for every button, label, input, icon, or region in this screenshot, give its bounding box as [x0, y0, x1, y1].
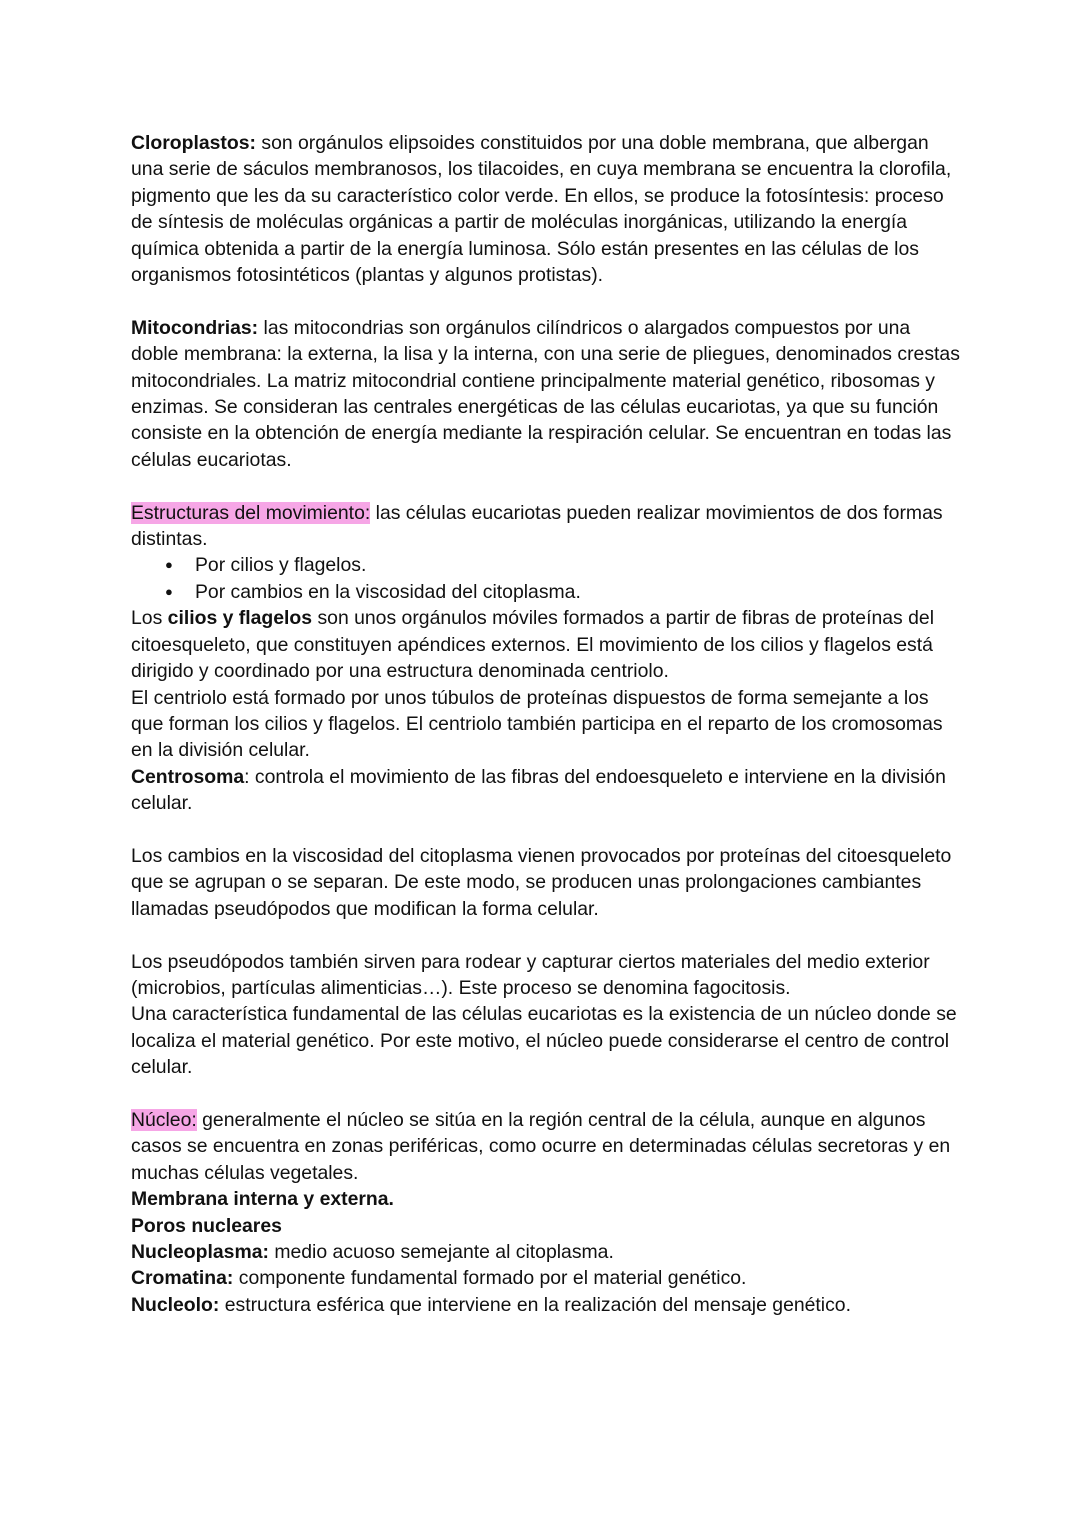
text-cloroplastos: son orgánulos elipsoides constituidos por una doble membrana, que albergan una serie de sáculos membranosos, los tilacoides, en cuya membrana se encuentra la clorofila, pigmento que les da su característico color verde. En ellos, se produce la fotosíntesis: proceso de síntesis de moléculas orgánicas a partir de moléculas inorgánicas, utilizando la energía química obtenida a partir de la energía luminosa. Sólo están presentes en las células de los organismos fotosintéticos (plantas y algunos protistas). — [131, 132, 952, 287]
paragraph-mitocondrias — [131, 315, 961, 473]
highlight-nucleo: Núcleo: — [131, 1108, 197, 1131]
term-centrosoma: Centrosoma — [131, 765, 245, 788]
term-cromatina: Cromatina: — [131, 1267, 234, 1290]
text-mitocondrias: las mitocondrias son orgánulos cilíndricos o alargados compuestos por una doble membrana: la externa, la lisa y la interna, con una serie de pliegues, denominados crestas mitocondriales. La matriz mitocondrial contiene principalmente material genético, ribosomas y enzimas. Se consideran las centrales energéticas de las células eucariotas, ya que su función consiste en la obtención de energía mediante la respiración celular. Se encuentran en todas las células eucariotas. — [131, 316, 960, 471]
spacer — [131, 1081, 961, 1107]
term-nucleolo: Nucleolo: — [131, 1293, 220, 1316]
text-nucleolo: estructura esférica que interviene en la realización del mensaje genético. — [219, 1293, 851, 1316]
paragraph-nucleo — [131, 1107, 961, 1186]
paragraph-pseudopodos: Los pseudópodos también sirven para rodear y capturar ciertos materiales del medio exterior (microbios, partículas alimenticias…). Este proceso se denomina fagocitosis. — [131, 950, 930, 999]
line-nucleolo — [131, 1292, 961, 1318]
spacer — [131, 288, 961, 314]
paragraph-centrosoma — [131, 764, 961, 817]
text-movimiento: las células eucariotas pueden realizar movimientos de dos formas distintas. — [131, 501, 943, 551]
text-nucleo: generalmente el núcleo se sitúa en la región central de la célula, aunque en algunos casos se encuentra en zonas periféricas, como ocurre en determinadas células secretoras y en muchas células vegetales. — [131, 1108, 951, 1184]
line-nucleoplasma — [131, 1239, 961, 1265]
text-cilios: son unos orgánulos móviles formados a partir de fibras de proteínas del citoesqueleto, que constituyen apéndices externos. El movimiento de los cilios y flagelos está dirigido y coordinado por una estructura denominada centriolo. — [131, 607, 934, 683]
paragraph-nucleo-intro: Una característica fundamental de las células eucariotas es la existencia de un núcleo donde se localiza el material genético. Por este motivo, el núcleo puede considerarse el centro de control celular. — [131, 1003, 957, 1079]
term-poros: Poros nucleares — [131, 1214, 282, 1237]
list-item: ● Por cambios en la viscosidad del citoplasma. — [195, 579, 961, 605]
line-poros — [131, 1213, 961, 1239]
paragraph-cloroplastos — [131, 130, 961, 288]
line-cromatina — [131, 1265, 961, 1291]
text-cilios-prefix: Los — [131, 607, 168, 630]
term-mitocondrias: Mitocondrias: — [131, 316, 259, 339]
term-membrana: Membrana interna y externa. — [131, 1188, 394, 1211]
spacer — [131, 922, 961, 948]
list-item: ● Por cilios y flagelos. — [195, 552, 961, 578]
paragraph-centriolo: El centriolo está formado por unos túbulos de proteínas dispuestos de forma semejante a los que forman los cilios y flagelos. El centriolo también participa en el reparto de los cromosomas en la división celular. — [131, 686, 943, 762]
highlight-estructuras-movimiento: Estructuras del movimiento: — [131, 501, 371, 524]
term-cilios-flagelos: cilios y flagelos — [167, 607, 313, 630]
spacer — [131, 473, 961, 499]
term-cloroplastos: Cloroplastos: — [131, 132, 256, 154]
document-page — [131, 130, 961, 1318]
text-nucleoplasma: medio acuoso semejante al citoplasma. — [268, 1240, 614, 1263]
spacer — [131, 817, 961, 843]
bullet-list-movimiento — [131, 552, 961, 605]
paragraph-movimiento — [131, 500, 961, 553]
term-nucleoplasma: Nucleoplasma: — [131, 1240, 269, 1263]
line-membrana — [131, 1186, 961, 1212]
text-centrosoma: : controla el movimiento de las fibras del endoesqueleto e interviene en la división celular. — [131, 765, 946, 815]
paragraph-viscosidad: Los cambios en la viscosidad del citoplasma vienen provocados por proteínas del citoesqueleto que se agrupan o se separan. De este modo, se producen unas prolongaciones cambiantes llamadas pseudópodos que modifican la forma celular. — [131, 844, 952, 920]
paragraph-cilios — [131, 605, 961, 684]
text-cromatina: componente fundamental formado por el material genético. — [233, 1267, 747, 1290]
